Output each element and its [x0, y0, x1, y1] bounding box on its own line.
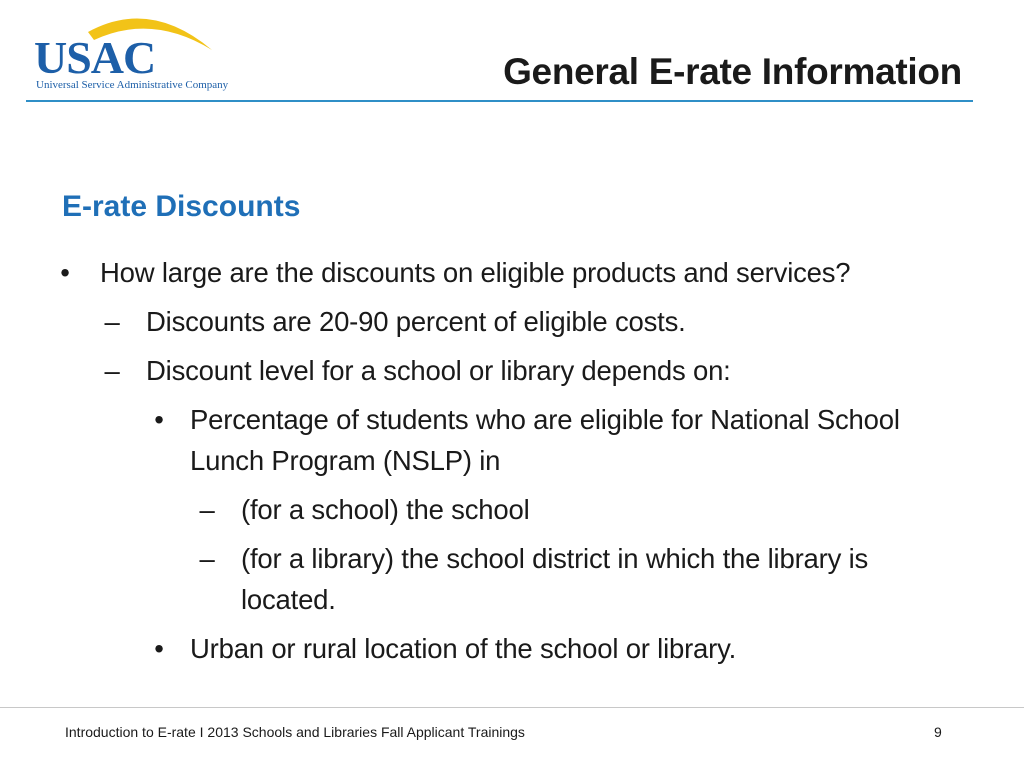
list-item-text: Urban or rural location of the school or library.	[190, 633, 737, 664]
page-number: 9	[934, 724, 942, 740]
list-item-text: Discounts are 20-90 percent of eligible costs.	[146, 306, 686, 337]
list-item-text: (for a library) the school district in which the library is located.	[241, 543, 869, 615]
list-item	[0, 399, 930, 481]
footer-divider	[0, 707, 1024, 708]
list-item-text: How large are the discounts on eligible products and services?	[100, 257, 851, 288]
list-item	[0, 628, 930, 669]
dash-marker: –	[199, 543, 215, 574]
title-divider	[26, 100, 973, 102]
list-item-text: Percentage of students who are eligible for National School Lunch Program (NSLP) in	[190, 404, 900, 476]
slide-title: General E-rate Information	[503, 51, 962, 92]
list-item	[0, 489, 961, 530]
list-item	[0, 538, 961, 620]
dash-marker: –	[199, 494, 215, 525]
dash-marker: –	[104, 355, 120, 386]
list-item-text: (for a school) the school	[241, 494, 530, 525]
footer-caption: Introduction to E-rate I 2013 Schools and Libraries Fall Applicant Trainings	[65, 724, 525, 740]
list-item-text: Discount level for a school or library depends on:	[146, 355, 731, 386]
dash-marker: –	[104, 306, 120, 337]
bullet-list	[0, 252, 1024, 669]
bullet-marker: •	[154, 633, 164, 664]
section-heading: E-rate Discounts	[62, 190, 301, 223]
logo-subtitle: Universal Service Administrative Company	[36, 79, 229, 91]
bullet-marker: •	[154, 404, 164, 435]
usac-logo	[30, 10, 230, 95]
bullet-marker: •	[60, 257, 70, 288]
list-item	[0, 252, 1024, 293]
logo-wordmark: USAC	[34, 32, 156, 83]
list-item	[0, 350, 1024, 391]
list-item	[0, 301, 1024, 342]
